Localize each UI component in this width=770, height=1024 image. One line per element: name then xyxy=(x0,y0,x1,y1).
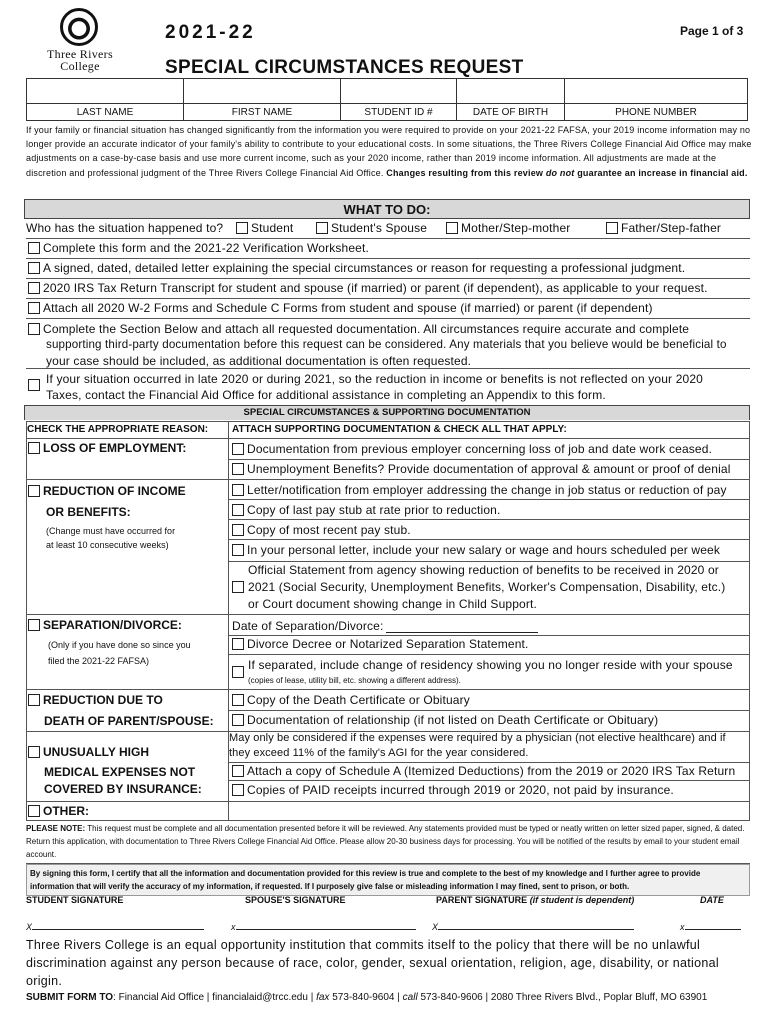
col-right-header: ATTACH SUPPORTING DOCUMENTATION & CHECK ALL THAT APPLY: xyxy=(232,424,567,435)
step-1 xyxy=(26,238,750,258)
college-logo-icon xyxy=(60,8,98,46)
checkbox[interactable] xyxy=(28,805,40,817)
option-label: Mother/Step-mother xyxy=(461,221,571,235)
doc-text: Attach a copy of Schedule A (Itemized Deductions) from the 2019 or 2020 IRS Tax Return xyxy=(247,764,736,778)
checkbox[interactable] xyxy=(28,242,40,254)
checkbox[interactable] xyxy=(28,323,40,335)
who-question-row xyxy=(26,221,223,235)
reason-loss-of-employment[interactable] xyxy=(28,441,186,455)
step-text: Complete this form and the 2021-22 Verification Worksheet. xyxy=(43,241,369,255)
reason-death[interactable] xyxy=(28,693,163,707)
spouse-signature-line[interactable] xyxy=(231,922,416,932)
option-mother[interactable] xyxy=(446,221,570,235)
doc-text: Copy of last pay stub at rate prior to reduction. xyxy=(247,503,501,517)
medical-intro-2: they exceed 11% of the family's AGI for the year considered. xyxy=(229,747,529,759)
reason-label: SEPARATION/DIVORCE: xyxy=(43,618,182,632)
col-left-header: CHECK THE APPROPRIATE REASON: xyxy=(27,424,209,435)
x-mark: X xyxy=(26,922,33,932)
logo-line-2: College xyxy=(60,59,100,73)
spouse-signature-label: SPOUSE'S SIGNATURE xyxy=(245,895,346,905)
last-name-field[interactable] xyxy=(27,79,184,104)
footer-fax: 573-840-9604 xyxy=(332,992,395,1003)
x-mark: X xyxy=(432,922,439,932)
checkbox[interactable] xyxy=(446,222,458,234)
medical-intro-1: May only be considered if the expenses were required by a physician (not elective healthcare) and if xyxy=(229,732,726,744)
checkbox[interactable] xyxy=(232,463,244,475)
separation-note-1: (Only if you have done so since you xyxy=(48,640,191,650)
reason-separation[interactable] xyxy=(28,618,182,632)
x-mark: x xyxy=(231,922,236,932)
checkbox[interactable] xyxy=(232,524,244,536)
checkbox[interactable] xyxy=(606,222,618,234)
date-label: DATE xyxy=(700,895,724,905)
separation-doc-1 xyxy=(232,637,528,651)
equal-opportunity-statement: Three Rivers College is an equal opportunity institution that commits itself to the policy that there will be no unlawful discrimination against any person because of race, color, gender, sexual orientation, religion, age, disability, or national origin. xyxy=(26,938,719,988)
checkbox[interactable] xyxy=(28,694,40,706)
award-year: 2021-22 xyxy=(165,22,256,43)
checkbox[interactable] xyxy=(232,581,244,593)
doc-text: Documentation of relationship (if not listed on Death Certificate or Obituary) xyxy=(247,713,659,727)
divider xyxy=(26,614,750,615)
divider xyxy=(228,519,750,520)
reduction-doc-5c: or Court document showing change in Child Support. xyxy=(248,597,537,611)
checkbox[interactable] xyxy=(232,443,244,455)
checkbox[interactable] xyxy=(232,544,244,556)
doc-text: Copies of PAID receipts incurred through 2019 or 2020, not paid by insurance. xyxy=(247,783,674,797)
dob-field[interactable] xyxy=(457,79,565,104)
x-mark: x xyxy=(680,922,685,932)
reason-other[interactable] xyxy=(28,804,89,818)
checkbox[interactable] xyxy=(232,694,244,706)
column-divider xyxy=(228,421,229,821)
please-note xyxy=(26,822,750,864)
reason-label: OTHER: xyxy=(43,804,89,818)
reduction-doc-4 xyxy=(232,543,720,557)
footer-fax-label: fax xyxy=(316,992,330,1003)
footer-call-label: call xyxy=(402,992,418,1003)
divider xyxy=(26,689,750,690)
doc-text: Unemployment Benefits? Provide documentation of approval & amount or proof of denial xyxy=(247,462,731,476)
logo-line-1: Three Rivers xyxy=(47,47,113,61)
intro-bold: Changes resulting from this review xyxy=(386,167,544,178)
step-text-cont: supporting third-party documentation before this request can be considered. Any materials that you believe would be beneficial to xyxy=(46,338,727,351)
reason-death-2: DEATH OF PARENT/SPOUSE: xyxy=(44,714,214,728)
step-text-cont: Taxes, contact the Financial Aid Office for additional assistance in completing an Appendix to this form. xyxy=(46,388,606,402)
separation-doc-2-note: (copies of lease, utility bill, etc. showing a different address). xyxy=(248,676,461,685)
student-signature-label: STUDENT SIGNATURE xyxy=(26,895,124,905)
page-title: SPECIAL CIRCUMSTANCES REQUEST xyxy=(165,57,524,78)
parent-sig-text: PARENT SIGNATURE xyxy=(436,895,528,905)
checkbox[interactable] xyxy=(28,746,40,758)
option-label: Student's Spouse xyxy=(331,221,428,235)
last-name-label: LAST NAME xyxy=(27,104,184,121)
intro-paragraph xyxy=(26,123,752,180)
intro-italic: do not xyxy=(545,167,575,178)
footer-address: | 2080 Three Rivers Blvd., Poplar Bluff, MO 63901 xyxy=(485,992,708,1003)
divider xyxy=(228,780,750,781)
reduction-doc-3 xyxy=(232,523,411,537)
parent-sig-note: (if student is dependent) xyxy=(529,895,635,905)
option-father[interactable] xyxy=(606,221,721,235)
dob-label: DATE OF BIRTH xyxy=(457,104,565,121)
reason-label: REDUCTION OF INCOME xyxy=(43,484,186,498)
what-to-do-heading: WHAT TO DO: xyxy=(24,199,750,219)
checkbox[interactable] xyxy=(232,484,244,496)
doc-text: In your personal letter, include your new salary or wage and hours scheduled per week xyxy=(247,543,721,557)
divider xyxy=(228,499,750,500)
divider xyxy=(228,539,750,540)
loss-doc-2 xyxy=(232,462,731,476)
medical-doc-1 xyxy=(232,764,735,778)
footer-email-link[interactable]: financialaid@trcc.edu xyxy=(212,992,308,1003)
reason-reduction-income-2: OR BENEFITS: xyxy=(46,505,131,519)
page-number: Page 1 of 3 xyxy=(680,24,744,38)
checkbox[interactable] xyxy=(28,262,40,274)
checkbox[interactable] xyxy=(28,485,40,497)
footer-call: 573-840-9606 xyxy=(420,992,483,1003)
student-signature-line[interactable] xyxy=(26,922,204,932)
please-note-label: PLEASE NOTE: xyxy=(26,824,86,833)
who-question: Who has the situation happened to? xyxy=(26,221,224,235)
separation-doc-2: If separated, include change of residency showing you no longer reside with your spouse xyxy=(248,658,733,672)
separation-note-2: filed the 2021-22 FAFSA) xyxy=(48,656,150,666)
step-5 xyxy=(26,318,750,368)
doc-text: Copy of the Death Certificate or Obituary xyxy=(247,693,470,707)
reason-label: LOSS OF EMPLOYMENT: xyxy=(43,441,187,455)
option-spouse[interactable] xyxy=(316,221,427,235)
first-name-label: FIRST NAME xyxy=(184,104,341,121)
divider xyxy=(228,561,750,562)
special-circumstances-heading: SPECIAL CIRCUMSTANCES & SUPPORTING DOCUMENTATION xyxy=(24,405,750,420)
doc-text: Copy of most recent pay stub. xyxy=(247,523,411,537)
checkbox[interactable] xyxy=(232,638,244,650)
phone-field[interactable] xyxy=(565,79,748,104)
death-doc-1 xyxy=(232,693,470,707)
separation-date-field[interactable] xyxy=(386,632,538,633)
step-text: 2020 IRS Tax Return Transcript for student and spouse (if married) or parent (if dependent), as applicable to your request. xyxy=(43,281,708,295)
step-text-cont2: your case should be included, as additional documentation is often requested. xyxy=(46,354,472,368)
reduction-note-1: (Change must have occurred for xyxy=(46,526,176,536)
death-doc-2 xyxy=(232,713,658,727)
reduction-note-2: at least 10 consecutive weeks) xyxy=(46,540,169,550)
checkbox[interactable] xyxy=(236,222,248,234)
divider xyxy=(228,459,750,460)
step-text: Attach all 2020 W-2 Forms and Schedule C Forms from student and spouse (if married) or parent (if dependent) xyxy=(43,301,653,315)
divider xyxy=(26,479,750,480)
reason-label: UNUSUALLY HIGH xyxy=(43,745,150,759)
step-2 xyxy=(26,258,750,278)
option-label: Student xyxy=(251,221,294,235)
submit-footer: SUBMIT FORM TO: Financial Aid Office | financialaid@trcc.edu | fax 573-840-9604 | call 573-840-9606 | 2080 Three Rivers Blvd., Poplar Bluff, MO 63901 xyxy=(26,992,708,1003)
divider xyxy=(26,438,750,439)
option-student[interactable] xyxy=(236,221,293,235)
checkbox[interactable] xyxy=(28,619,40,631)
student-id-label: STUDENT ID # xyxy=(341,104,457,121)
reason-label: REDUCTION DUE TO xyxy=(43,693,163,707)
reduction-doc-2 xyxy=(232,503,500,517)
intro-text: If your family or financial situation has changed significantly from the information you were required to provide on your 2021-22 FAFSA, your 2019 income information may no longer provide an accurate indicator of your family's ability to contribute to your educational costs. In some situations, the Three Rivers College Financial Aid Office may make adjustments on a case-by-case basis and use more current income, such as your 2020 income, rather than 2019 income information. All adjustments are made at the discretion and professional judgment of the Three Rivers College Financial Aid Office. xyxy=(26,125,752,178)
reason-medical-3: COVERED BY INSURANCE: xyxy=(44,782,202,796)
step-4 xyxy=(26,298,750,318)
separation-date-label: Date of Separation/Divorce: xyxy=(232,619,384,633)
step-3 xyxy=(26,278,750,298)
checkbox[interactable] xyxy=(28,302,40,314)
checkbox[interactable] xyxy=(232,666,244,678)
parent-signature-label xyxy=(436,895,634,905)
divider xyxy=(228,635,750,636)
loss-doc-1 xyxy=(232,442,712,456)
divider xyxy=(228,654,750,655)
reduction-doc-5: Official Statement from agency showing reduction of benefits to be received in 2020 or xyxy=(248,563,719,577)
please-note-text: This request must be complete and all documentation presented before it will be reviewed. Any statements provided must be typed or neatly written on letter sized paper, signed, & dated. Return this application, with documentation to Three Rivers College Financial Aid Office. Please allow 20-30 business days for processing. You will be notified of the results by email to your student email account. xyxy=(26,824,745,859)
checkbox[interactable] xyxy=(232,714,244,726)
checkbox[interactable] xyxy=(316,222,328,234)
checkbox[interactable] xyxy=(28,442,40,454)
phone-label: PHONE NUMBER xyxy=(565,104,748,121)
medical-doc-2 xyxy=(232,783,674,797)
divider xyxy=(26,801,750,802)
reason-medical-2: MEDICAL EXPENSES NOT xyxy=(44,765,196,779)
doc-text: Documentation from previous employer concerning loss of job and date work ceased. xyxy=(247,442,713,456)
checkbox[interactable] xyxy=(28,379,40,391)
checkbox[interactable] xyxy=(232,784,244,796)
parent-signature-line[interactable] xyxy=(432,922,634,932)
doc-text: Letter/notification from employer addressing the change in job status or reduction of pay xyxy=(247,483,727,497)
student-info-table xyxy=(26,78,748,121)
first-name-field[interactable] xyxy=(184,79,341,104)
certification-statement: By signing this form, I certify that all the information and documentation provided for this review is true and complete to the best of my knowledge and I further agree to provide information that will verify the accuracy of my information, if requested. If I purposely give false or misleading information I may fined, sent to prison, or both. xyxy=(26,864,750,896)
step-text: Complete the Section Below and attach all requested documentation. All circumstances require accurate and complete xyxy=(43,322,690,336)
checkbox[interactable] xyxy=(232,504,244,516)
reduction-doc-1 xyxy=(232,483,727,497)
checkbox[interactable] xyxy=(232,765,244,777)
checkbox[interactable] xyxy=(28,282,40,294)
footer-label: SUBMIT FORM TO xyxy=(26,992,114,1003)
footer-office: : Financial Aid Office | xyxy=(113,992,210,1003)
step-text: If your situation occurred in late 2020 or during 2021, so the reduction in income or benefits is not reflected on your 2020 xyxy=(46,372,703,386)
intro-end: guarantee an increase in financial aid. xyxy=(577,167,748,178)
option-label: Father/Step-father xyxy=(621,221,722,235)
date-line[interactable] xyxy=(680,922,741,932)
reduction-doc-5b: 2021 (Social Security, Unemployment Benefits, Worker's Compensation, Disability, etc.) xyxy=(248,580,726,594)
reason-medical[interactable] xyxy=(28,745,149,759)
college-logo-text xyxy=(38,48,122,72)
divider xyxy=(228,710,750,711)
step-text: A signed, dated, detailed letter explaining the special circumstances or reason for requesting a professional judgment. xyxy=(43,261,686,275)
reason-reduction-income[interactable] xyxy=(28,484,186,498)
step-6 xyxy=(26,368,750,404)
student-id-field[interactable] xyxy=(341,79,457,104)
doc-text: Divorce Decree or Notarized Separation Statement. xyxy=(247,637,529,651)
divider xyxy=(228,762,750,763)
